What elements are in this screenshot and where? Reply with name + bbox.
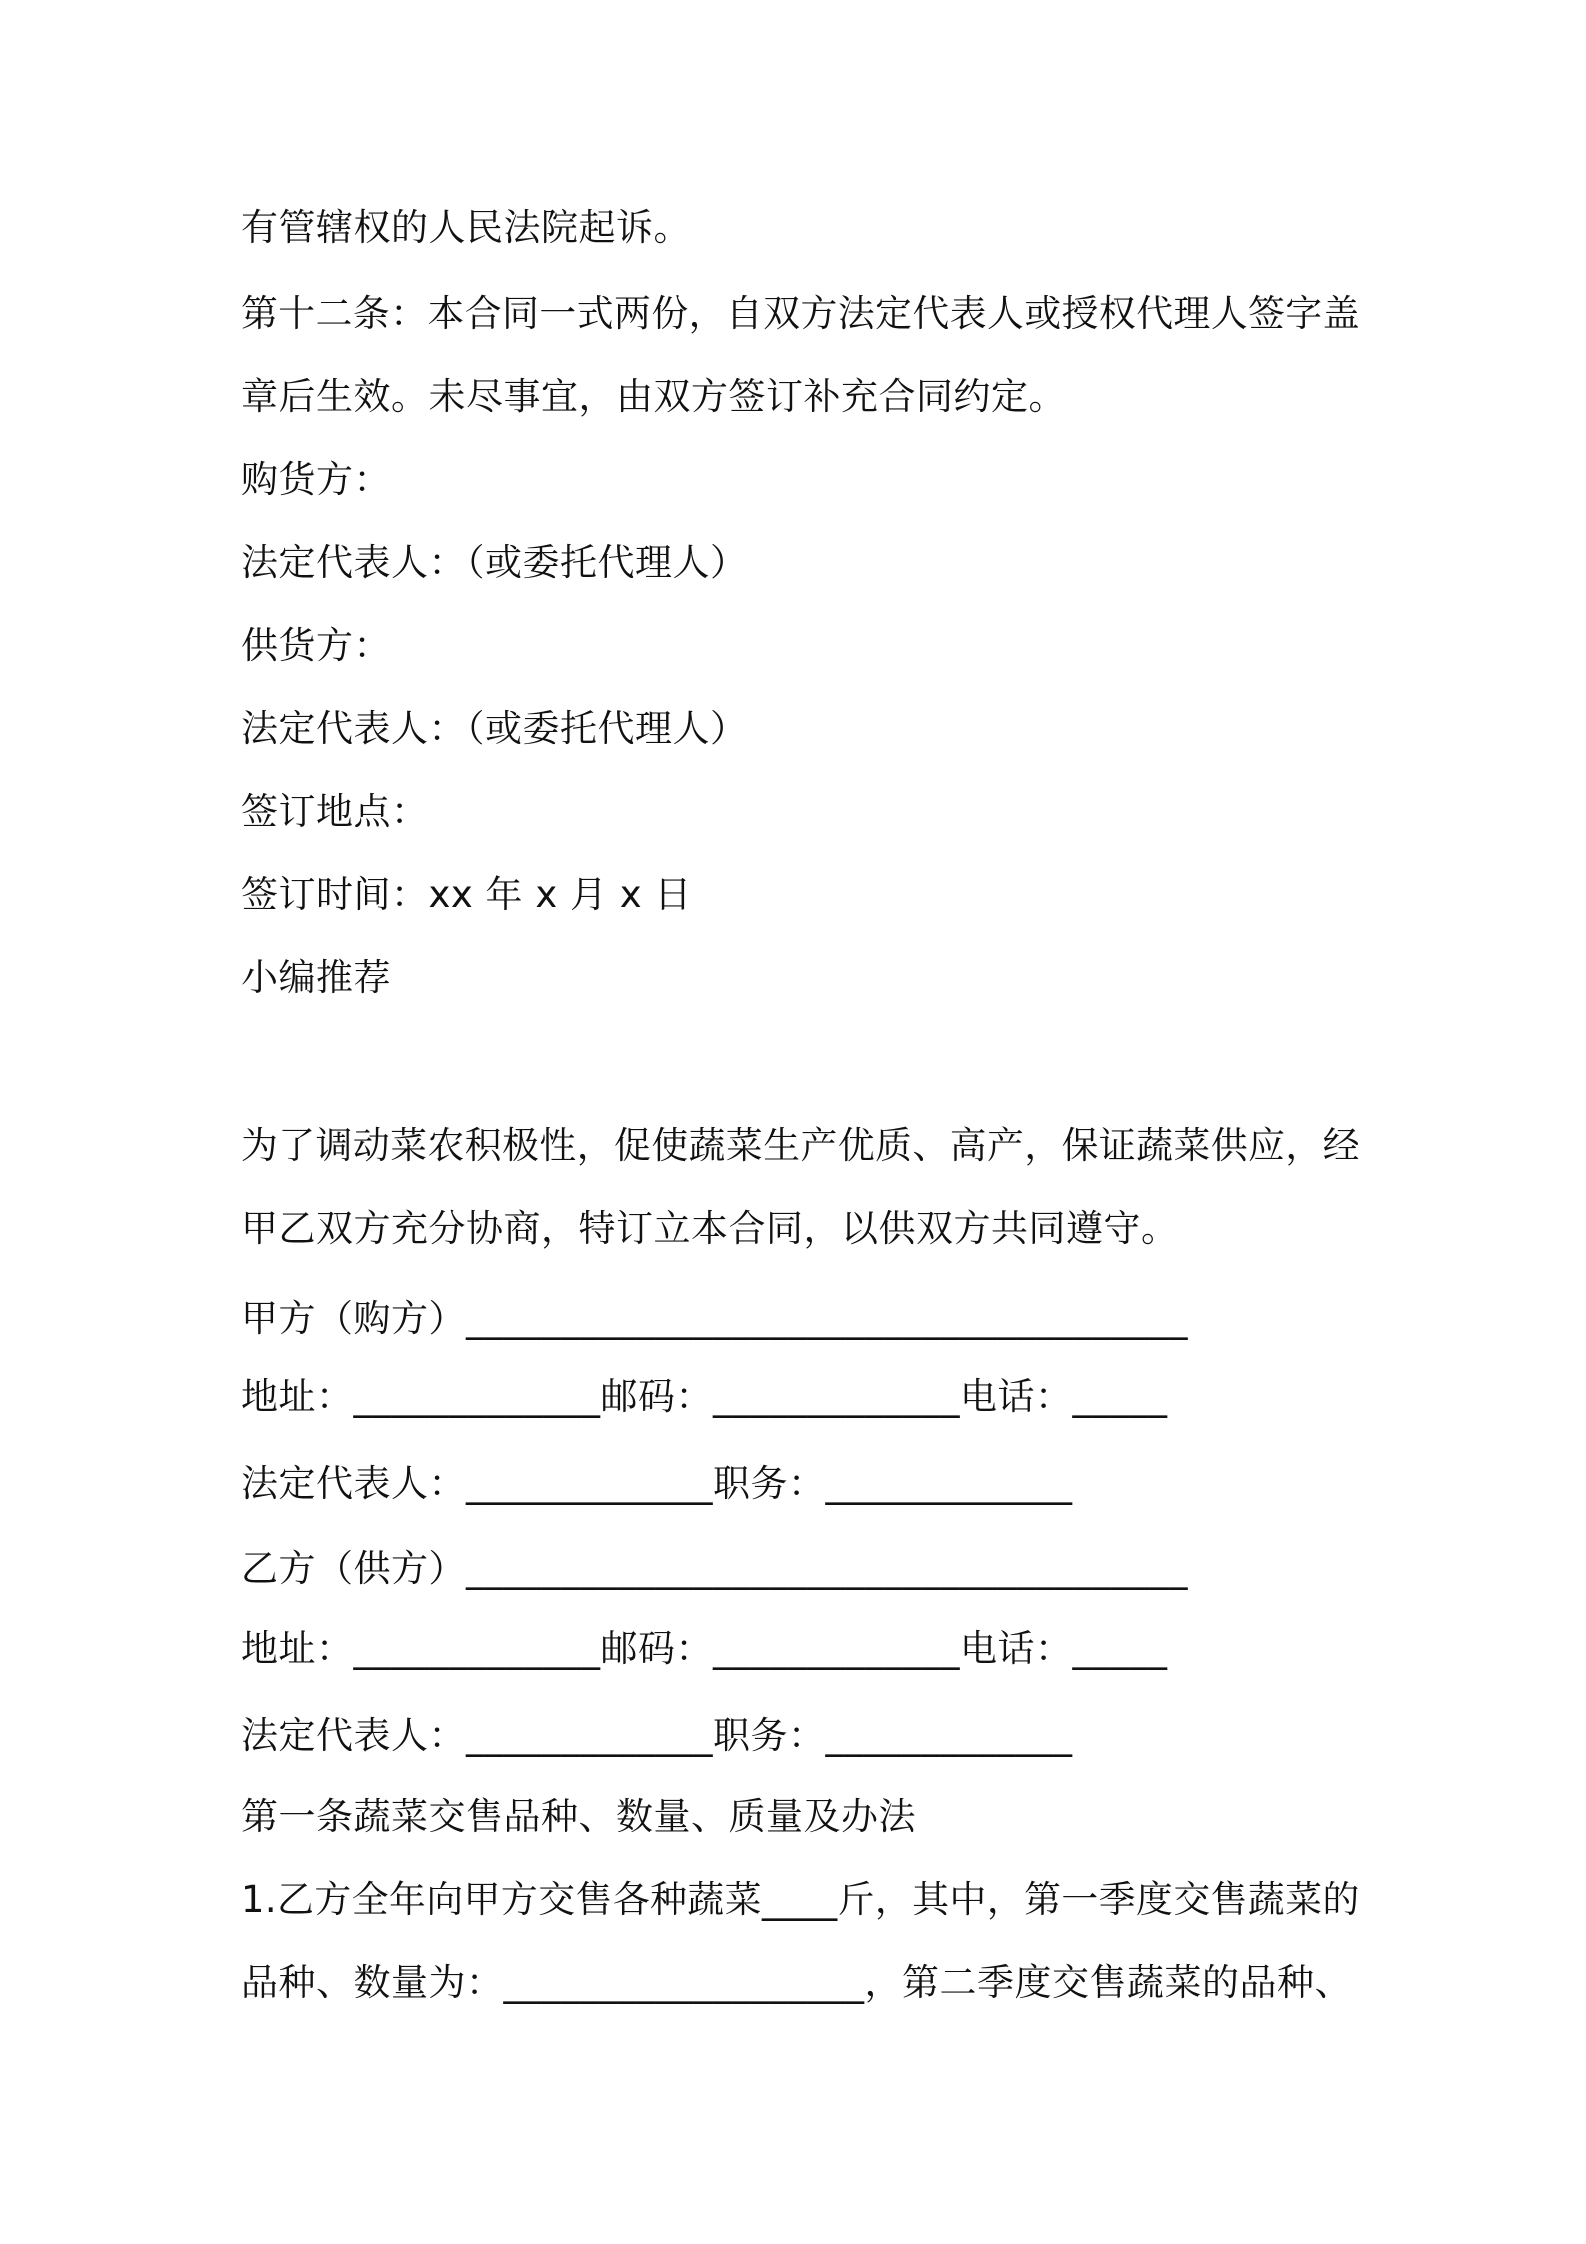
text-line-article-1-item-1-cont: 品种、数量为：___________________，第二季度交售蔬菜的品种、 — [241, 1961, 1352, 2004]
text-line-intro-cont: 甲乙双方充分协商，特订立本合同，以供双方共同遵守。 — [241, 1207, 1179, 1250]
text-line-signing-place: 签订地点： — [241, 790, 429, 833]
text-line-buyer-representative: 法定代表人：（或委托代理人） — [241, 541, 748, 584]
text-line-intro: 为了调动菜农积极性，促使蔬菜生产优质、高产，保证蔬菜供应，经 — [241, 1124, 1361, 1167]
text-line-article-1-heading: 第一条蔬菜交售品种、数量、质量及办法 — [241, 1795, 916, 1838]
text-line-supplier-representative: 法定代表人：（或委托代理人） — [241, 707, 748, 750]
text-line-party-b-address: 地址：_____________邮码：_____________电话：_____ — [241, 1627, 1168, 1670]
text-line-party-a: 甲方（购方）______________________________________ — [241, 1297, 1188, 1340]
text-line-party-b-representative: 法定代表人：_____________职务：_____________ — [241, 1714, 1073, 1757]
text-line-editor-recommend: 小编推荐 — [241, 956, 391, 999]
text-line-supplier: 供货方： — [241, 624, 391, 667]
text-line-buyer: 购货方： — [241, 458, 391, 501]
text-line-party-b: 乙方（供方）______________________________________ — [241, 1547, 1188, 1590]
text-line-party-a-representative: 法定代表人：_____________职务：_____________ — [241, 1462, 1073, 1505]
text-line-article-12-cont: 章后生效。未尽事宜，由双方签订补充合同约定。 — [241, 375, 1066, 418]
text-line-article-1-item-1: 1.乙方全年向甲方交售各种蔬菜____斤，其中，第一季度交售蔬菜的 — [241, 1878, 1360, 1921]
text-line-article-12: 第十二条：本合同一式两份，自双方法定代表人或授权代理人签字盖 — [241, 292, 1361, 335]
text-line-court-jurisdiction: 有管辖权的人民法院起诉。 — [241, 206, 691, 249]
text-line-signing-date: 签订时间：xx 年 x 月 x 日 — [241, 873, 692, 916]
text-line-party-a-address: 地址：_____________邮码：_____________电话：_____ — [241, 1375, 1168, 1418]
